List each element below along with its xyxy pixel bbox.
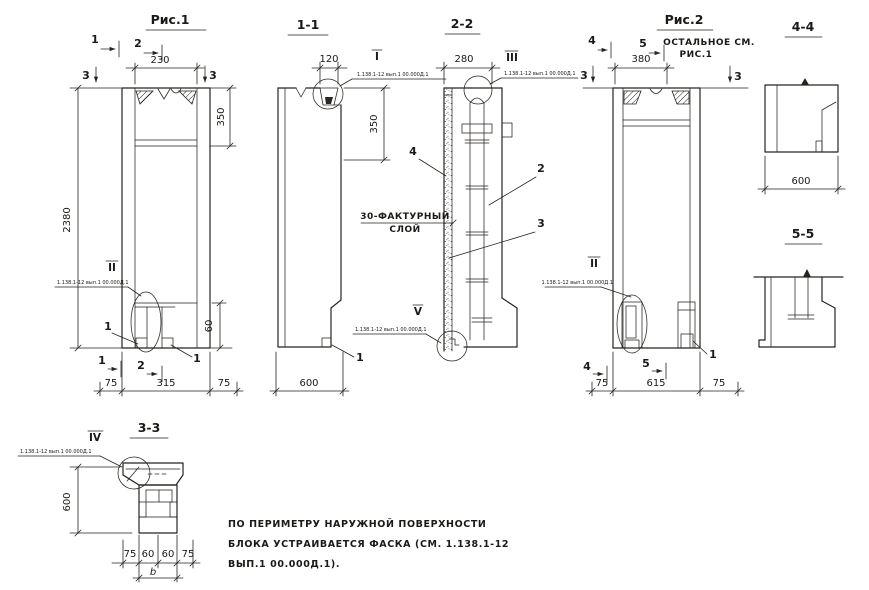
sec11-dim-width-bottom: 600 (299, 378, 319, 389)
fig2-cut-mark-3-right: 3 (734, 70, 742, 83)
sec22-callout-3: 3 (537, 217, 545, 230)
sec33-dim-b3: 60 (161, 549, 175, 560)
fig2-dim-bottom-left: 75 (595, 378, 609, 389)
sec22-dim-width-top: 280 (454, 54, 474, 65)
note-line-3: ВЫП.1 00.000Д.1). (228, 559, 341, 570)
fig2-detail-label: II (590, 258, 598, 270)
fig1-detail-label: II (108, 262, 116, 274)
fig2-note-line2: РИС.1 (679, 50, 713, 60)
sec33-title: 3-3 (137, 420, 161, 435)
fig2-cut-mark-3-left: 3 (580, 69, 588, 82)
sec33-dim-b2: 60 (141, 549, 155, 560)
sec44-title: 4-4 (791, 19, 815, 34)
fig1-detail-ref: 1.138.1-12 вып.1 00.000Д.1 (57, 280, 129, 286)
sec22-layer-note-line2: СЛОЙ (389, 225, 421, 235)
fig2-cut-mark-5: 5 (639, 37, 647, 50)
sec55-title: 5-5 (791, 226, 815, 241)
sec22-detail-bottom: V (413, 306, 423, 318)
sec33-dim-var: b (149, 567, 157, 578)
fig2-cut-mark-5-bottom: 5 (642, 357, 650, 370)
fig1-dim-bottom-right: 75 (217, 378, 231, 389)
sec33-dim-height: 600 (62, 492, 73, 512)
fig2-dim-bottom-right: 75 (712, 378, 726, 389)
sec33-dim-b4: 75 (181, 549, 195, 560)
sec22-detail-top-ref: 1.138.1-12 вып.1 00.000Д.1 (504, 71, 576, 77)
fig1-title: Рис.1 (150, 12, 190, 27)
fig2-cut-mark-4-bottom: 4 (583, 360, 591, 373)
fig2-dim-width-top: 380 (631, 54, 651, 65)
fig2-detail-ref: 1.138.1-12 вып.1 00.000Д.1 (541, 280, 613, 286)
sec11-detail-label: I (375, 51, 379, 63)
fig1-cut-mark-3-left: 3 (82, 69, 90, 82)
fig1-callout-right: 1 (193, 352, 201, 365)
sec11-callout: 1 (356, 351, 364, 364)
fig1-cut-mark-1-bottom: 1 (98, 354, 106, 367)
sec11-detail-ref: 1.138.1-12 вып.1 00.000Д.1 (357, 72, 429, 78)
sec33-dim-b1: 75 (123, 549, 137, 560)
fig2-dim-bottom-mid: 615 (646, 378, 666, 389)
note-line-2: БЛОКА УСТРАИВАЕТСЯ ФАСКА (СМ. 1.138.1-12 (228, 539, 510, 550)
sec11-dim-height-top: 350 (369, 114, 380, 134)
sec22-title: 2-2 (450, 16, 474, 31)
fig1-dim-bottom-left: 75 (104, 378, 118, 389)
sec22-detail-bottom-ref: 1.138.1-12 вып.1 00.000Д.1 (355, 327, 427, 333)
sec33-detail-label: IV (88, 432, 102, 444)
fig1-dim-foot-height: 60 (204, 319, 215, 333)
fig1-dim-height-total: 2380 (62, 207, 73, 233)
fig1-cut-mark-2: 2 (134, 37, 142, 50)
sec22-detail-top: III (506, 52, 518, 64)
sec22-layer-note-line1: 30-ФАКТУРНЫЙ (360, 212, 450, 222)
fig1-cut-mark-1: 1 (91, 33, 99, 46)
fig1-cut-mark-2-bottom: 2 (137, 359, 145, 372)
sec11-dim-tongue: 120 (319, 54, 339, 65)
fig2-callout: 1 (709, 348, 717, 361)
fig1-callout-left: 1 (104, 320, 112, 333)
fig2-note-line1: ОСТАЛЬНОЕ СМ. (663, 38, 755, 48)
sec22-callout-4: 4 (409, 145, 417, 158)
fig1-dim-bottom-mid: 315 (156, 378, 176, 389)
sec44-dim-width: 600 (791, 176, 811, 187)
note-line-1: ПО ПЕРИМЕТРУ НАРУЖНОЙ ПОВЕРХНОСТИ (228, 519, 487, 530)
fig2-title: Рис.2 (664, 12, 704, 27)
sec11-title: 1-1 (296, 17, 320, 32)
sec22-callout-2: 2 (537, 162, 545, 175)
sec33-detail-ref: 1.138.1-12 вып.1 00.000Д.1 (20, 449, 92, 455)
fig1-dim-height-top: 350 (216, 107, 227, 127)
fig1-cut-mark-3-right: 3 (209, 69, 217, 82)
fig2-cut-mark-4: 4 (588, 34, 596, 47)
fig1-dim-width-top: 230 (150, 55, 170, 66)
